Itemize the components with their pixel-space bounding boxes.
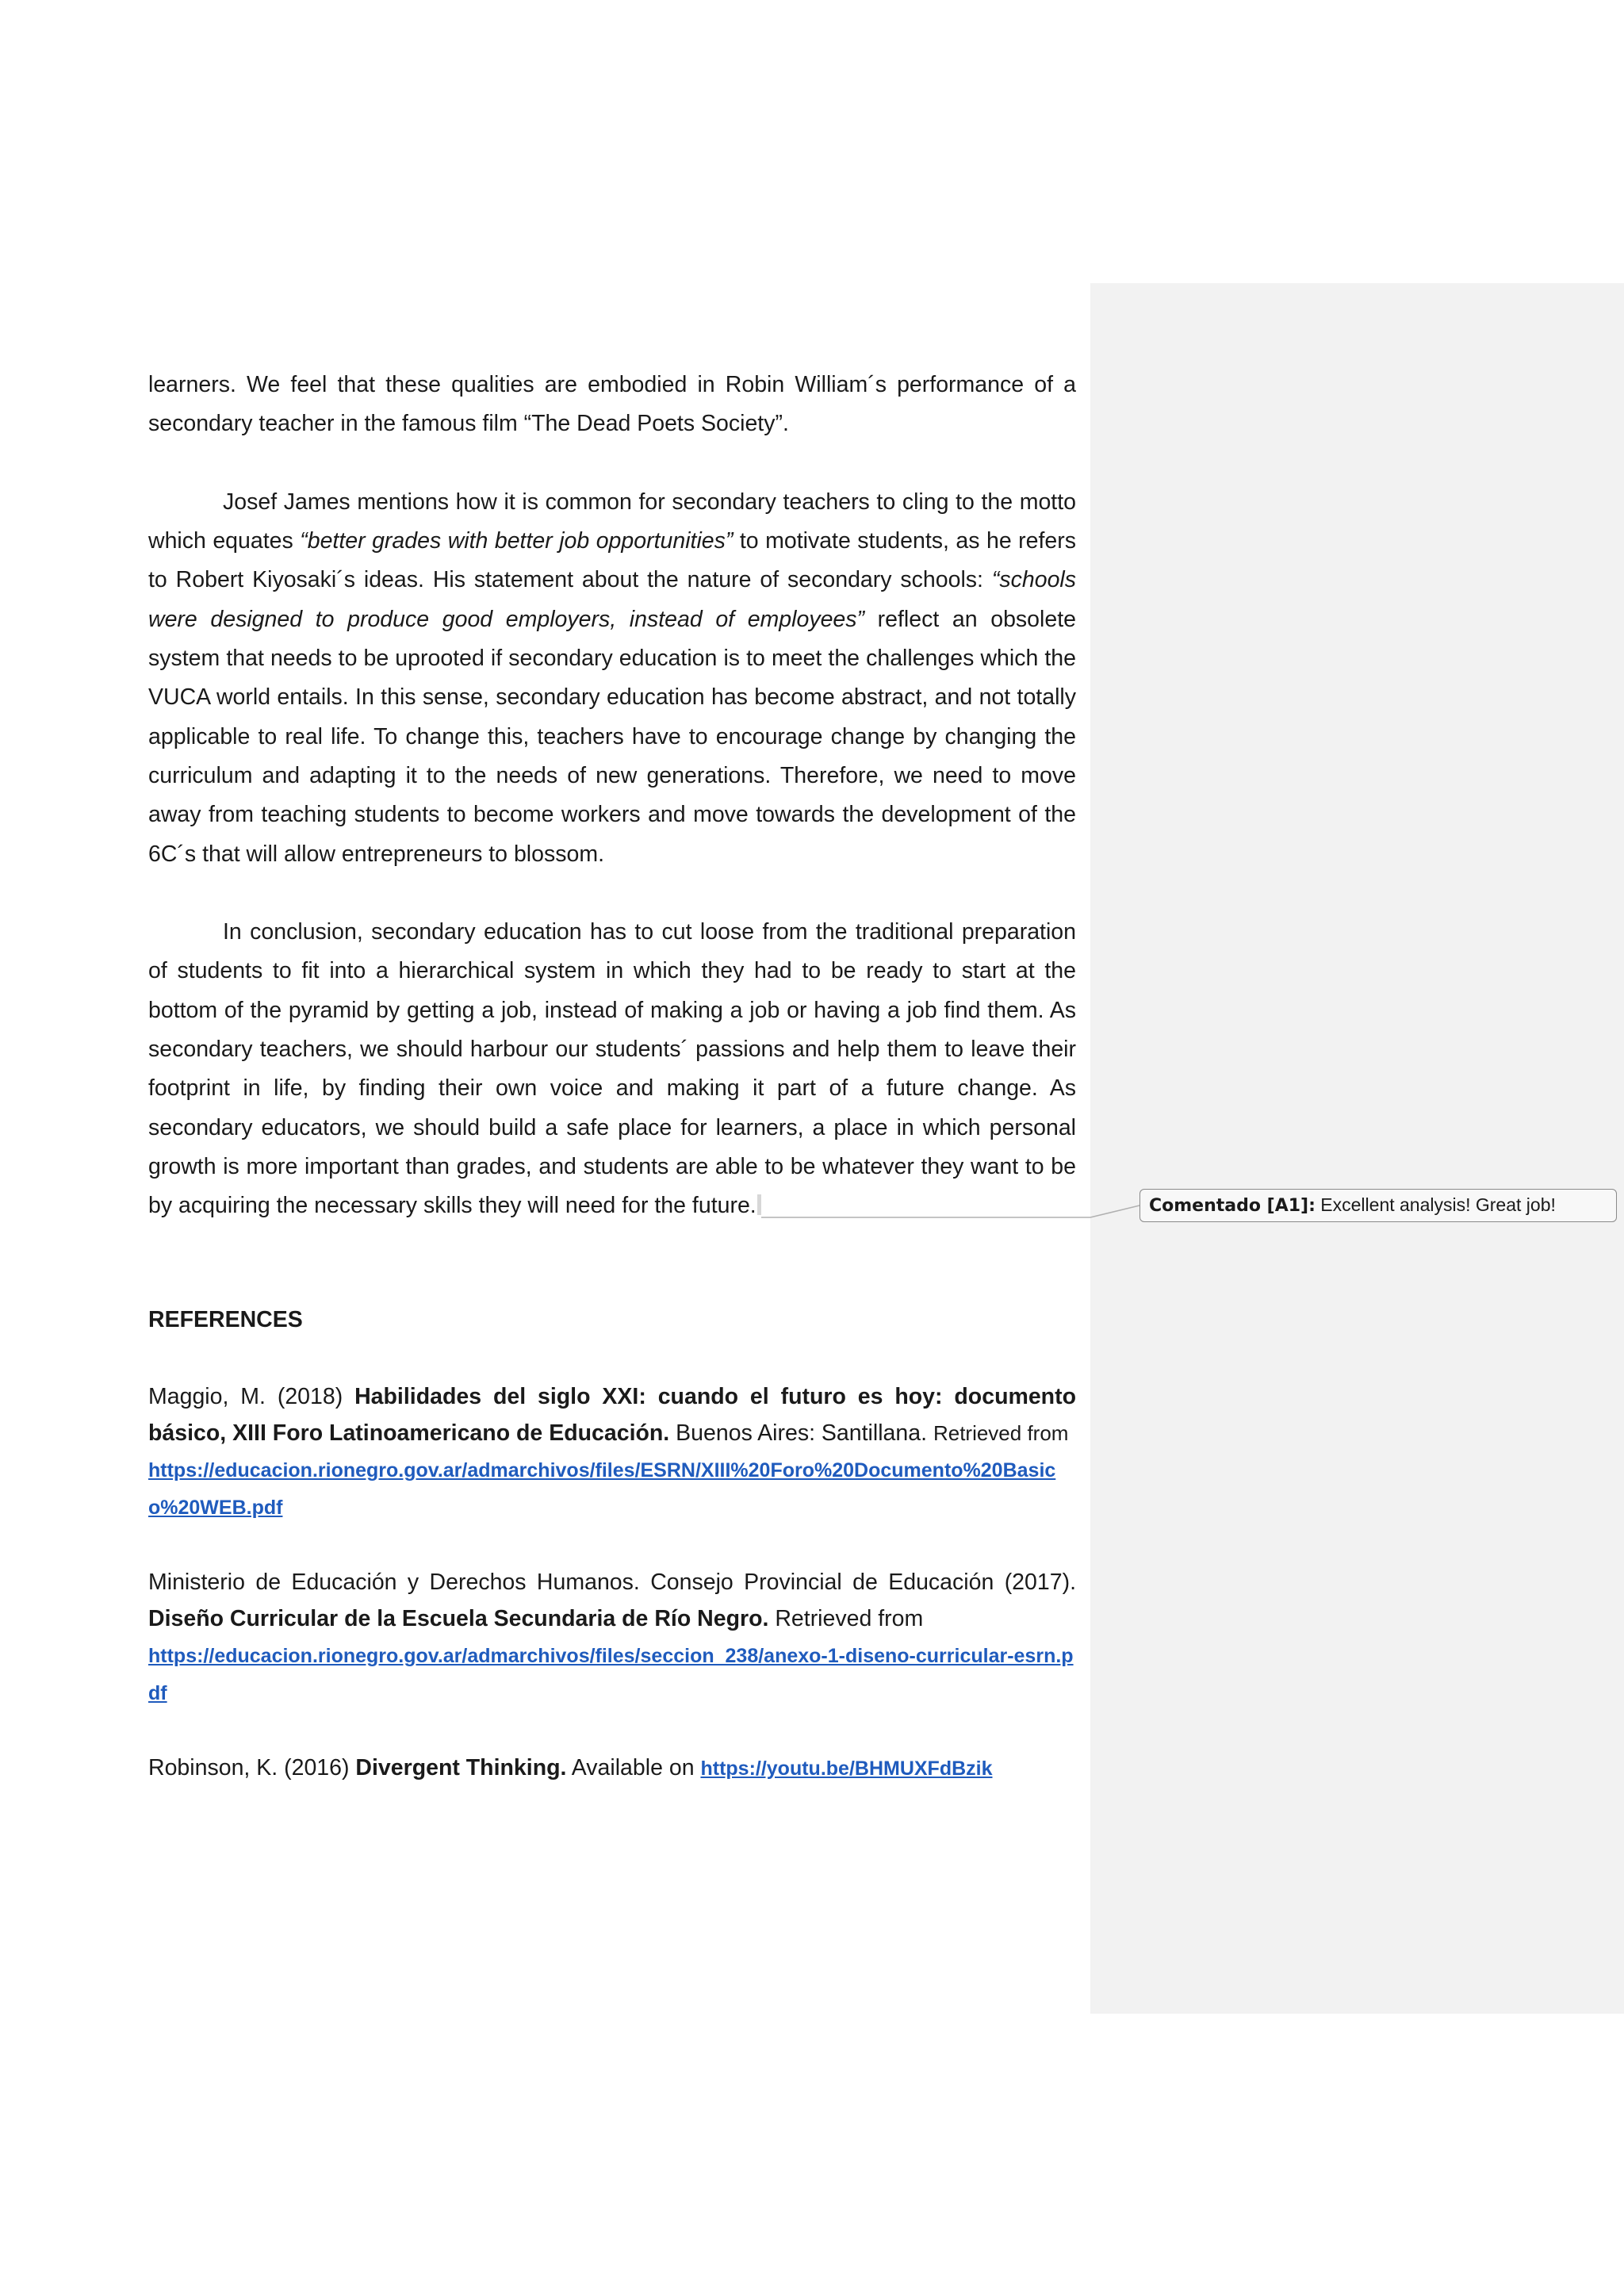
comment-balloon[interactable]: [1139, 1189, 1617, 1222]
paragraph-2-text-3: reflect an obsolete system that needs to be uprooted if secondary education is to meet the challenges which the VUCA world entails. In this sense, secondary education has become abstract, and not totally applicable to real life. To change this, teachers have to encourage change by changing the curriculum and adapting it to the needs of new generations. Therefore, we need to move away from teaching students to become workers and move towards the development of the 6C´s that will allow entrepreneurs to blossom.: [148, 606, 1076, 867]
quote-better-grades: “better grades with better job opportunities”: [300, 528, 733, 554]
reference-publisher: Buenos Aires: Santillana.: [669, 1420, 933, 1446]
reference-title: Diseño Curricular de la Escuela Secundaria de Río Negro.: [148, 1606, 769, 1631]
paragraph-1: learners. We feel that these qualities are embodied in Robin William´s performance of a secondary teacher in the famous film “The Dead Poets Society”.: [148, 372, 1076, 437]
reference-author: Robinson, K. (2016): [148, 1755, 356, 1780]
reference-available: Available on: [566, 1755, 701, 1780]
reference-retrieved: Retrieved from: [933, 1421, 1069, 1445]
reference-author: Ministerio de Educación y Derechos Humanos. Consejo Provincial de Educación (2017).: [148, 1570, 1076, 1595]
comment-author-tag: Comentado [A1]:: [1149, 1196, 1316, 1216]
reference-title: Divergent Thinking.: [355, 1755, 567, 1780]
quote-schools-designed: “schools were designed to produce good employers, instead of employees”: [148, 567, 1076, 632]
conclusion-text: In conclusion, secondary education has to cut loose from the traditional preparation of students to fit into a hierarchical system in which they had to be ready to start at the bottom of the pyramid by getting a job, instead of making a job or having a job find them. As secondary teachers, we should harbour our students´ passions and help them to leave their footprint in life, by finding their own voice and making it part of a future change. As secondary educators, we should build a safe place for learners, a place in which personal growth is more important than grades, and students are able to be whatever they want to be by acquiring the necessary skills they will need for the future.: [148, 919, 1076, 1219]
paragraph-2-text-2: to motivate students, as he refers to Robert Kiyosaki´s ideas. His statement about the nature of secondary schools:: [148, 528, 1077, 593]
reference-title: Habilidades del siglo XXI: cuando el futuro es hoy: documento básico, XIII Foro Latinoamericano de Educación.: [148, 1384, 1076, 1446]
reference-link-robinson[interactable]: https://youtu.be/BHMUXFdBzik: [700, 1757, 993, 1780]
reference-retrieved: Retrieved from: [768, 1606, 924, 1631]
comment-text: Excellent analysis! Great job!: [1315, 1194, 1556, 1215]
references-heading: REFERENCES: [148, 1307, 303, 1332]
reference-author: Maggio, M. (2018): [148, 1384, 355, 1409]
reference-link-maggio[interactable]: https://educacion.rionegro.gov.ar/admarchivos/files/ESRN/XIII%20Foro%20Documento%20Basico%20WEB.pdf: [148, 1459, 1056, 1519]
reference-link-ministerio[interactable]: https://educacion.rionegro.gov.ar/admarchivos/files/seccion_238/anexo-1-diseno-curricular-esrn.pdf: [148, 1645, 1074, 1704]
paragraph-2-text-1: Josef James mentions how it is common for secondary teachers to cling to the motto which equates: [148, 489, 1076, 554]
